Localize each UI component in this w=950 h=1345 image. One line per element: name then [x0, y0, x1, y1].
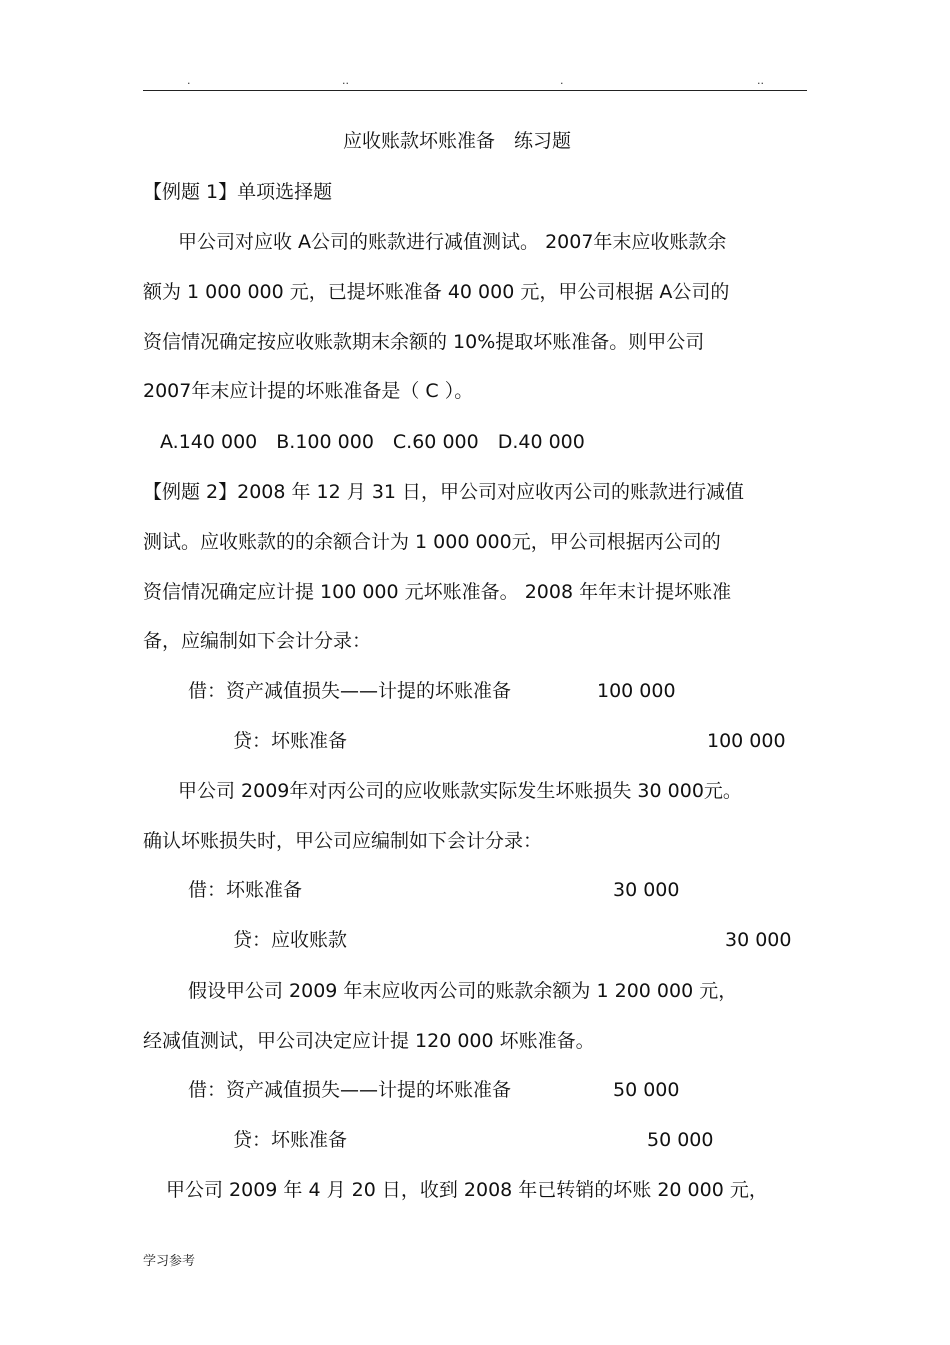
header-dot: ..: [757, 74, 764, 87]
header-dot: .: [187, 74, 191, 87]
example1-line: 甲公司对应收 A公司的账款进行减值测试。 2007年末应收账款余: [178, 231, 727, 253]
page-footer: 学习参考: [143, 1254, 196, 1269]
example2-paragraph: 确认坏账损失时，甲公司应编制如下会计分录：: [143, 830, 543, 852]
example2-paragraph: 甲公司 2009年对丙公司的应收账款实际发生坏账损失 30 000元。: [178, 780, 742, 802]
header-dot: .: [560, 74, 564, 87]
journal-credit-amount: 50 000: [647, 1129, 714, 1151]
example2-line: 【例题 2】2008 年 12 月 31 日，甲公司对应收丙公司的账款进行减值: [143, 481, 745, 503]
example1-options: A.140 000 B.100 000 C.60 000 D.40 000: [160, 431, 585, 453]
example1-line: 2007年末应计提的坏账准备是（ C ）。: [143, 380, 474, 402]
journal-debit-label: 借：资产减值损失——计提的坏账准备: [188, 680, 512, 702]
example2-line: 测试。应收账款的的余额合计为 1 000 000元，甲公司根据丙公司的: [143, 531, 721, 553]
journal-credit-amount: 30 000: [725, 929, 792, 951]
example2-paragraph: 假设甲公司 2009 年末应收丙公司的账款余额为 1 200 000 元，: [188, 980, 738, 1002]
header-dot: ..: [342, 74, 349, 87]
page-title: 应收账款坏账准备 练习题: [343, 130, 572, 152]
example2-line: 资信情况确定应计提 100 000 元坏账准备。 2008 年年末计提坏账准: [143, 581, 732, 603]
example2-line: 备，应编制如下会计分录：: [143, 630, 372, 652]
journal-debit-amount: 30 000: [613, 879, 680, 901]
journal-credit-label: 贷：应收账款: [233, 929, 348, 951]
journal-debit-label: 借：资产减值损失——计提的坏账准备: [188, 1079, 512, 1101]
journal-credit-amount: 100 000: [707, 730, 786, 752]
example1-heading: 【例题 1】单项选择题: [143, 181, 333, 203]
example2-paragraph: 经减值测试，甲公司决定应计提 120 000 坏账准备。: [143, 1030, 595, 1052]
journal-debit-amount: 100 000: [597, 680, 676, 702]
example1-line: 资信情况确定按应收账款期末余额的 10%提取坏账准备。则甲公司: [143, 331, 705, 353]
journal-debit-amount: 50 000: [613, 1079, 680, 1101]
journal-debit-label: 借：坏账准备: [188, 879, 303, 901]
example1-line: 额为 1 000 000 元，已提坏账准备 40 000 元，甲公司根据 A公司的: [143, 281, 730, 303]
journal-credit-label: 贷：坏账准备: [233, 1129, 348, 1151]
header-rule: [143, 90, 807, 91]
example2-paragraph: 甲公司 2009 年 4 月 20 日，收到 2008 年已转销的坏账 20 000 元，: [166, 1179, 768, 1201]
journal-credit-label: 贷：坏账准备: [233, 730, 348, 752]
